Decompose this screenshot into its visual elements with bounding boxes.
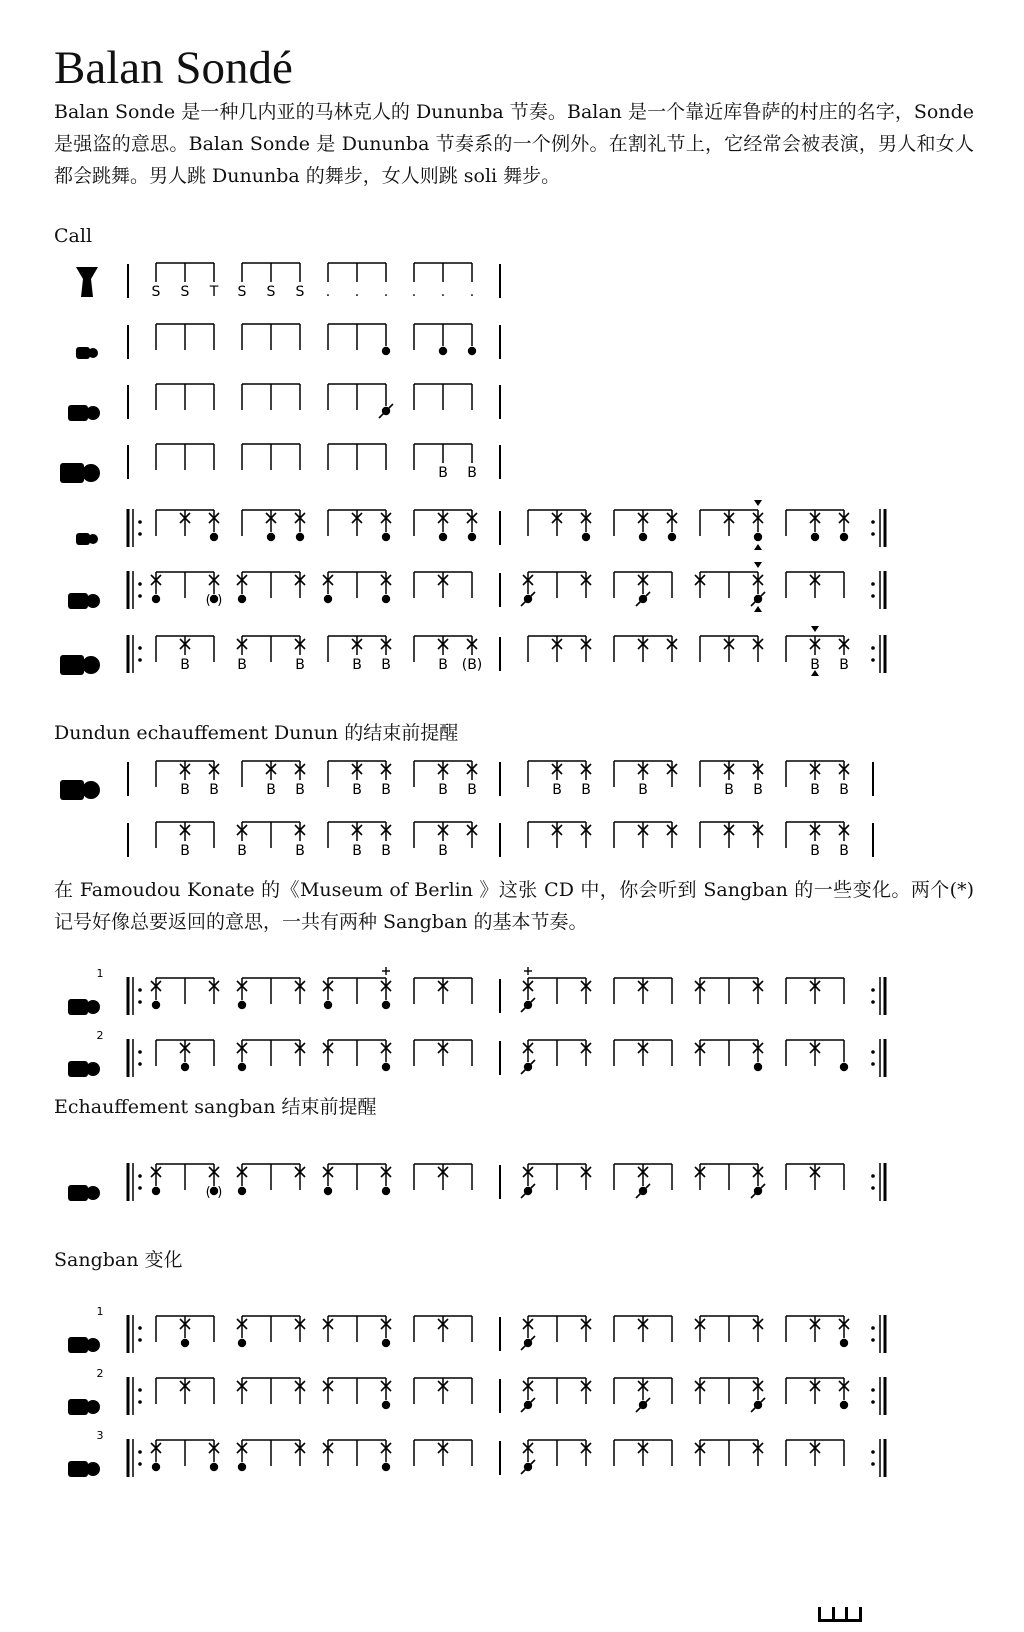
open-tone-dot bbox=[267, 533, 275, 541]
marker-triangle-up bbox=[754, 544, 762, 550]
sangban-note-paragraph: 在 Famoudou Konate 的《Museum of Berlin 》这张 CD 中，你会听到 Sangban 的一些变化。两个(*)记号好像总要返回的意思，一共有两种 Sangban 的基本节奏。 bbox=[54, 879, 974, 933]
repeat-dot bbox=[871, 582, 875, 586]
stroke-letter: B bbox=[839, 843, 849, 859]
dundunba-icon bbox=[60, 463, 100, 483]
open-tone-dot bbox=[468, 347, 476, 355]
muted-tone-slash bbox=[521, 1460, 535, 1474]
drum-head bbox=[86, 1400, 100, 1414]
drum-head bbox=[86, 1186, 100, 1200]
stroke-letter: B bbox=[180, 782, 190, 798]
stroke-letter: B bbox=[467, 782, 477, 798]
open-tone-dot bbox=[152, 595, 160, 603]
repeat-dot bbox=[871, 594, 875, 598]
open-tone-dot bbox=[324, 1001, 332, 1009]
drum-body bbox=[68, 1337, 88, 1353]
repeat-dot bbox=[138, 1450, 142, 1454]
stroke-letter: . bbox=[440, 284, 446, 300]
repeat-dot bbox=[871, 1050, 875, 1054]
stroke-letter: S bbox=[237, 284, 247, 300]
stroke-letter: B bbox=[180, 657, 190, 673]
drum-head bbox=[88, 534, 98, 544]
djembe-icon bbox=[76, 267, 98, 297]
muted-tone-slash bbox=[636, 1184, 650, 1198]
stroke-letter: . bbox=[325, 284, 331, 300]
drum-head bbox=[82, 781, 100, 799]
drum-body bbox=[68, 405, 88, 421]
open-tone-dot bbox=[238, 1187, 246, 1195]
drum-body bbox=[76, 347, 90, 359]
open-tone-dot bbox=[210, 533, 218, 541]
open-tone-dot bbox=[238, 1463, 246, 1471]
stroke-letter: B bbox=[352, 782, 362, 798]
variation-number: 3 bbox=[96, 1429, 104, 1442]
optional-note-paren: ( ) bbox=[205, 1185, 223, 1200]
muted-tone-slash bbox=[751, 1184, 765, 1198]
repeat-dot bbox=[138, 594, 142, 598]
repeat-dot bbox=[871, 1000, 875, 1004]
open-tone-dot bbox=[382, 347, 390, 355]
repeat-dot bbox=[871, 1450, 875, 1454]
stroke-letter: B bbox=[237, 843, 247, 859]
sangban-icon bbox=[68, 1337, 100, 1353]
repeat-dot bbox=[138, 532, 142, 536]
repeat-dot bbox=[871, 988, 875, 992]
repeat-dot bbox=[871, 1400, 875, 1404]
open-tone-dot bbox=[811, 533, 819, 541]
repeat-dot bbox=[138, 1338, 142, 1342]
open-tone-dot bbox=[754, 533, 762, 541]
kenkeni-icon bbox=[76, 347, 98, 359]
stroke-letter: B bbox=[839, 657, 849, 673]
muted-tone-slash bbox=[521, 1336, 535, 1350]
repeat-dot bbox=[871, 1174, 875, 1178]
open-tone-dot bbox=[754, 1063, 762, 1071]
open-tone-dot bbox=[582, 533, 590, 541]
page-title: Balan Sondé bbox=[54, 42, 293, 94]
drum-body bbox=[68, 1399, 88, 1415]
open-tone-dot bbox=[296, 533, 304, 541]
drum-body bbox=[68, 999, 88, 1015]
repeat-dot bbox=[871, 1186, 875, 1190]
marker-triangle-down bbox=[754, 562, 762, 568]
stroke-letter: B bbox=[467, 465, 477, 481]
repeat-dot bbox=[138, 646, 142, 650]
stroke-letter: B bbox=[638, 782, 648, 798]
open-tone-dot bbox=[238, 1001, 246, 1009]
repeat-dot bbox=[871, 1062, 875, 1066]
open-tone-dot bbox=[152, 1001, 160, 1009]
stroke-letter: (B) bbox=[461, 657, 483, 673]
stroke-letter: B bbox=[438, 465, 448, 481]
stroke-letter: B bbox=[438, 657, 448, 673]
section-label-echauffement-sangban: Echauffement sangban 结束前提醒 bbox=[54, 1096, 377, 1118]
stroke-letter: . bbox=[354, 284, 360, 300]
stroke-letter: S bbox=[151, 284, 161, 300]
repeat-dot bbox=[138, 658, 142, 662]
drum-head bbox=[86, 406, 100, 420]
repeat-dot bbox=[138, 1388, 142, 1392]
stroke-letter: . bbox=[383, 284, 389, 300]
variation-number: 1 bbox=[96, 1305, 104, 1318]
stroke-letter: B bbox=[810, 843, 820, 859]
stroke-letter: B bbox=[381, 782, 391, 798]
intro-paragraph: Balan Sonde 是一种几内亚的马林克人的 Dununba 节奏。Balan 是一个靠近库鲁萨的村庄的名字，Sonde 是强盗的意思。Balan Sonde 是 Dununba 节奏系的一个例外。在割礼节上，它经常会被表演，男人和女人都会跳舞。男人跳 Dununba 的舞步，女人则跳 soli 舞步。 bbox=[54, 101, 974, 187]
open-tone-dot bbox=[639, 533, 647, 541]
drum-head bbox=[82, 656, 100, 674]
stroke-letter: B bbox=[295, 782, 305, 798]
stroke-letter: B bbox=[295, 657, 305, 673]
repeat-dot bbox=[138, 1062, 142, 1066]
drum-head bbox=[86, 1062, 100, 1076]
stroke-letter: B bbox=[753, 782, 763, 798]
stroke-letter: B bbox=[381, 843, 391, 859]
repeat-dot bbox=[138, 1174, 142, 1178]
drum-body bbox=[60, 463, 84, 483]
open-tone-dot bbox=[382, 1401, 390, 1409]
repeat-dot bbox=[871, 1326, 875, 1330]
open-tone-dot bbox=[439, 533, 447, 541]
muted-tone-slash bbox=[636, 1398, 650, 1412]
sangban-icon bbox=[68, 405, 100, 421]
repeat-dot bbox=[871, 532, 875, 536]
repeat-dot bbox=[138, 582, 142, 586]
optional-note-paren: ( ) bbox=[205, 593, 223, 608]
open-tone-dot bbox=[382, 1463, 390, 1471]
sangban-icon bbox=[68, 593, 100, 609]
stroke-letter: B bbox=[266, 782, 276, 798]
muted-tone-slash bbox=[521, 592, 535, 606]
variation-number: 2 bbox=[96, 1367, 104, 1380]
stroke-letter: . bbox=[469, 284, 475, 300]
stroke-letter: B bbox=[381, 657, 391, 673]
stroke-letter: B bbox=[552, 782, 562, 798]
open-tone-dot bbox=[382, 1187, 390, 1195]
marker-triangle-up bbox=[754, 606, 762, 612]
stroke-letter: B bbox=[810, 657, 820, 673]
muted-tone-slash bbox=[751, 1398, 765, 1412]
djembe-icon-body bbox=[76, 267, 98, 297]
open-tone-dot bbox=[840, 533, 848, 541]
open-tone-dot bbox=[210, 1463, 218, 1471]
section-label-dundun-echauffement: Dundun echauffement Dunun 的结束前提醒 bbox=[54, 722, 459, 744]
dundunba-icon bbox=[60, 655, 100, 675]
open-tone-dot bbox=[668, 533, 676, 541]
repeat-dot bbox=[871, 646, 875, 650]
open-tone-dot bbox=[238, 1063, 246, 1071]
drum-head bbox=[88, 348, 98, 358]
open-tone-dot bbox=[238, 1339, 246, 1347]
stroke-letter: S bbox=[180, 284, 190, 300]
open-tone-dot bbox=[382, 595, 390, 603]
stroke-letter: S bbox=[295, 284, 305, 300]
repeat-dot bbox=[871, 1338, 875, 1342]
marker-triangle-down bbox=[754, 500, 762, 506]
footer-mark bbox=[818, 1607, 862, 1622]
stroke-letter: B bbox=[295, 843, 305, 859]
open-tone-dot bbox=[181, 1063, 189, 1071]
repeat-dot bbox=[138, 1050, 142, 1054]
muted-tone-slash bbox=[521, 1184, 535, 1198]
open-tone-dot bbox=[382, 1001, 390, 1009]
drum-body bbox=[68, 1461, 88, 1477]
stroke-letter: B bbox=[581, 782, 591, 798]
muted-tone-slash bbox=[521, 998, 535, 1012]
drum-body bbox=[76, 533, 90, 545]
dundunba-icon bbox=[60, 780, 100, 800]
drum-head bbox=[86, 1338, 100, 1352]
stroke-letter: B bbox=[438, 782, 448, 798]
sangban-icon bbox=[68, 1399, 100, 1415]
open-tone-dot bbox=[840, 1339, 848, 1347]
drum-head bbox=[86, 594, 100, 608]
open-tone-dot bbox=[840, 1401, 848, 1409]
open-tone-dot bbox=[382, 1339, 390, 1347]
repeat-dot bbox=[138, 1400, 142, 1404]
stroke-letter: B bbox=[810, 782, 820, 798]
variation-number: 2 bbox=[96, 1029, 104, 1042]
kenkeni-icon bbox=[76, 533, 98, 545]
drum-head bbox=[86, 1462, 100, 1476]
muted-tone-slash bbox=[379, 404, 393, 418]
variation-number: 1 bbox=[96, 967, 104, 980]
stroke-letter: B bbox=[209, 782, 219, 798]
muted-tone-slash bbox=[521, 1398, 535, 1412]
drum-head bbox=[86, 1000, 100, 1014]
drum-body bbox=[60, 780, 84, 800]
open-tone-dot bbox=[382, 1063, 390, 1071]
open-tone-dot bbox=[324, 1187, 332, 1195]
open-tone-dot bbox=[152, 1463, 160, 1471]
drum-body bbox=[68, 593, 88, 609]
stroke-letter: B bbox=[180, 843, 190, 859]
stroke-letter: . bbox=[411, 284, 417, 300]
sangban-icon bbox=[68, 1061, 100, 1077]
repeat-dot bbox=[871, 1388, 875, 1392]
repeat-dot bbox=[871, 1462, 875, 1466]
sangban-icon bbox=[68, 1461, 100, 1477]
marker-triangle-down bbox=[811, 626, 819, 632]
open-tone-dot bbox=[382, 533, 390, 541]
drum-body bbox=[68, 1185, 88, 1201]
drum-head bbox=[82, 464, 100, 482]
drum-body bbox=[60, 655, 84, 675]
sangban-icon bbox=[68, 1185, 100, 1201]
stroke-letter: S bbox=[266, 284, 276, 300]
repeat-dot bbox=[138, 1462, 142, 1466]
stroke-letter: B bbox=[724, 782, 734, 798]
stroke-letter: B bbox=[237, 657, 247, 673]
section-label-sangban-variations: Sangban 变化 bbox=[54, 1249, 183, 1271]
open-tone-dot bbox=[840, 1063, 848, 1071]
open-tone-dot bbox=[468, 533, 476, 541]
repeat-dot bbox=[871, 658, 875, 662]
repeat-dot bbox=[138, 1000, 142, 1004]
open-tone-dot bbox=[324, 595, 332, 603]
sangban-icon bbox=[68, 999, 100, 1015]
muted-tone-slash bbox=[521, 1060, 535, 1074]
muted-tone-slash bbox=[751, 592, 765, 606]
stroke-letter: B bbox=[839, 782, 849, 798]
stroke-letter: B bbox=[352, 843, 362, 859]
stroke-letter: B bbox=[438, 843, 448, 859]
repeat-dot bbox=[138, 1326, 142, 1330]
section-label-call: Call bbox=[54, 225, 93, 247]
repeat-dot bbox=[138, 988, 142, 992]
muted-tone-slash bbox=[636, 592, 650, 606]
open-tone-dot bbox=[238, 595, 246, 603]
repeat-dot bbox=[138, 520, 142, 524]
repeat-dot bbox=[138, 1186, 142, 1190]
open-tone-dot bbox=[181, 1339, 189, 1347]
drum-body bbox=[68, 1061, 88, 1077]
open-tone-dot bbox=[152, 1187, 160, 1195]
stroke-letter: B bbox=[352, 657, 362, 673]
open-tone-dot bbox=[439, 347, 447, 355]
stroke-letter: T bbox=[209, 284, 219, 300]
repeat-dot bbox=[871, 520, 875, 524]
